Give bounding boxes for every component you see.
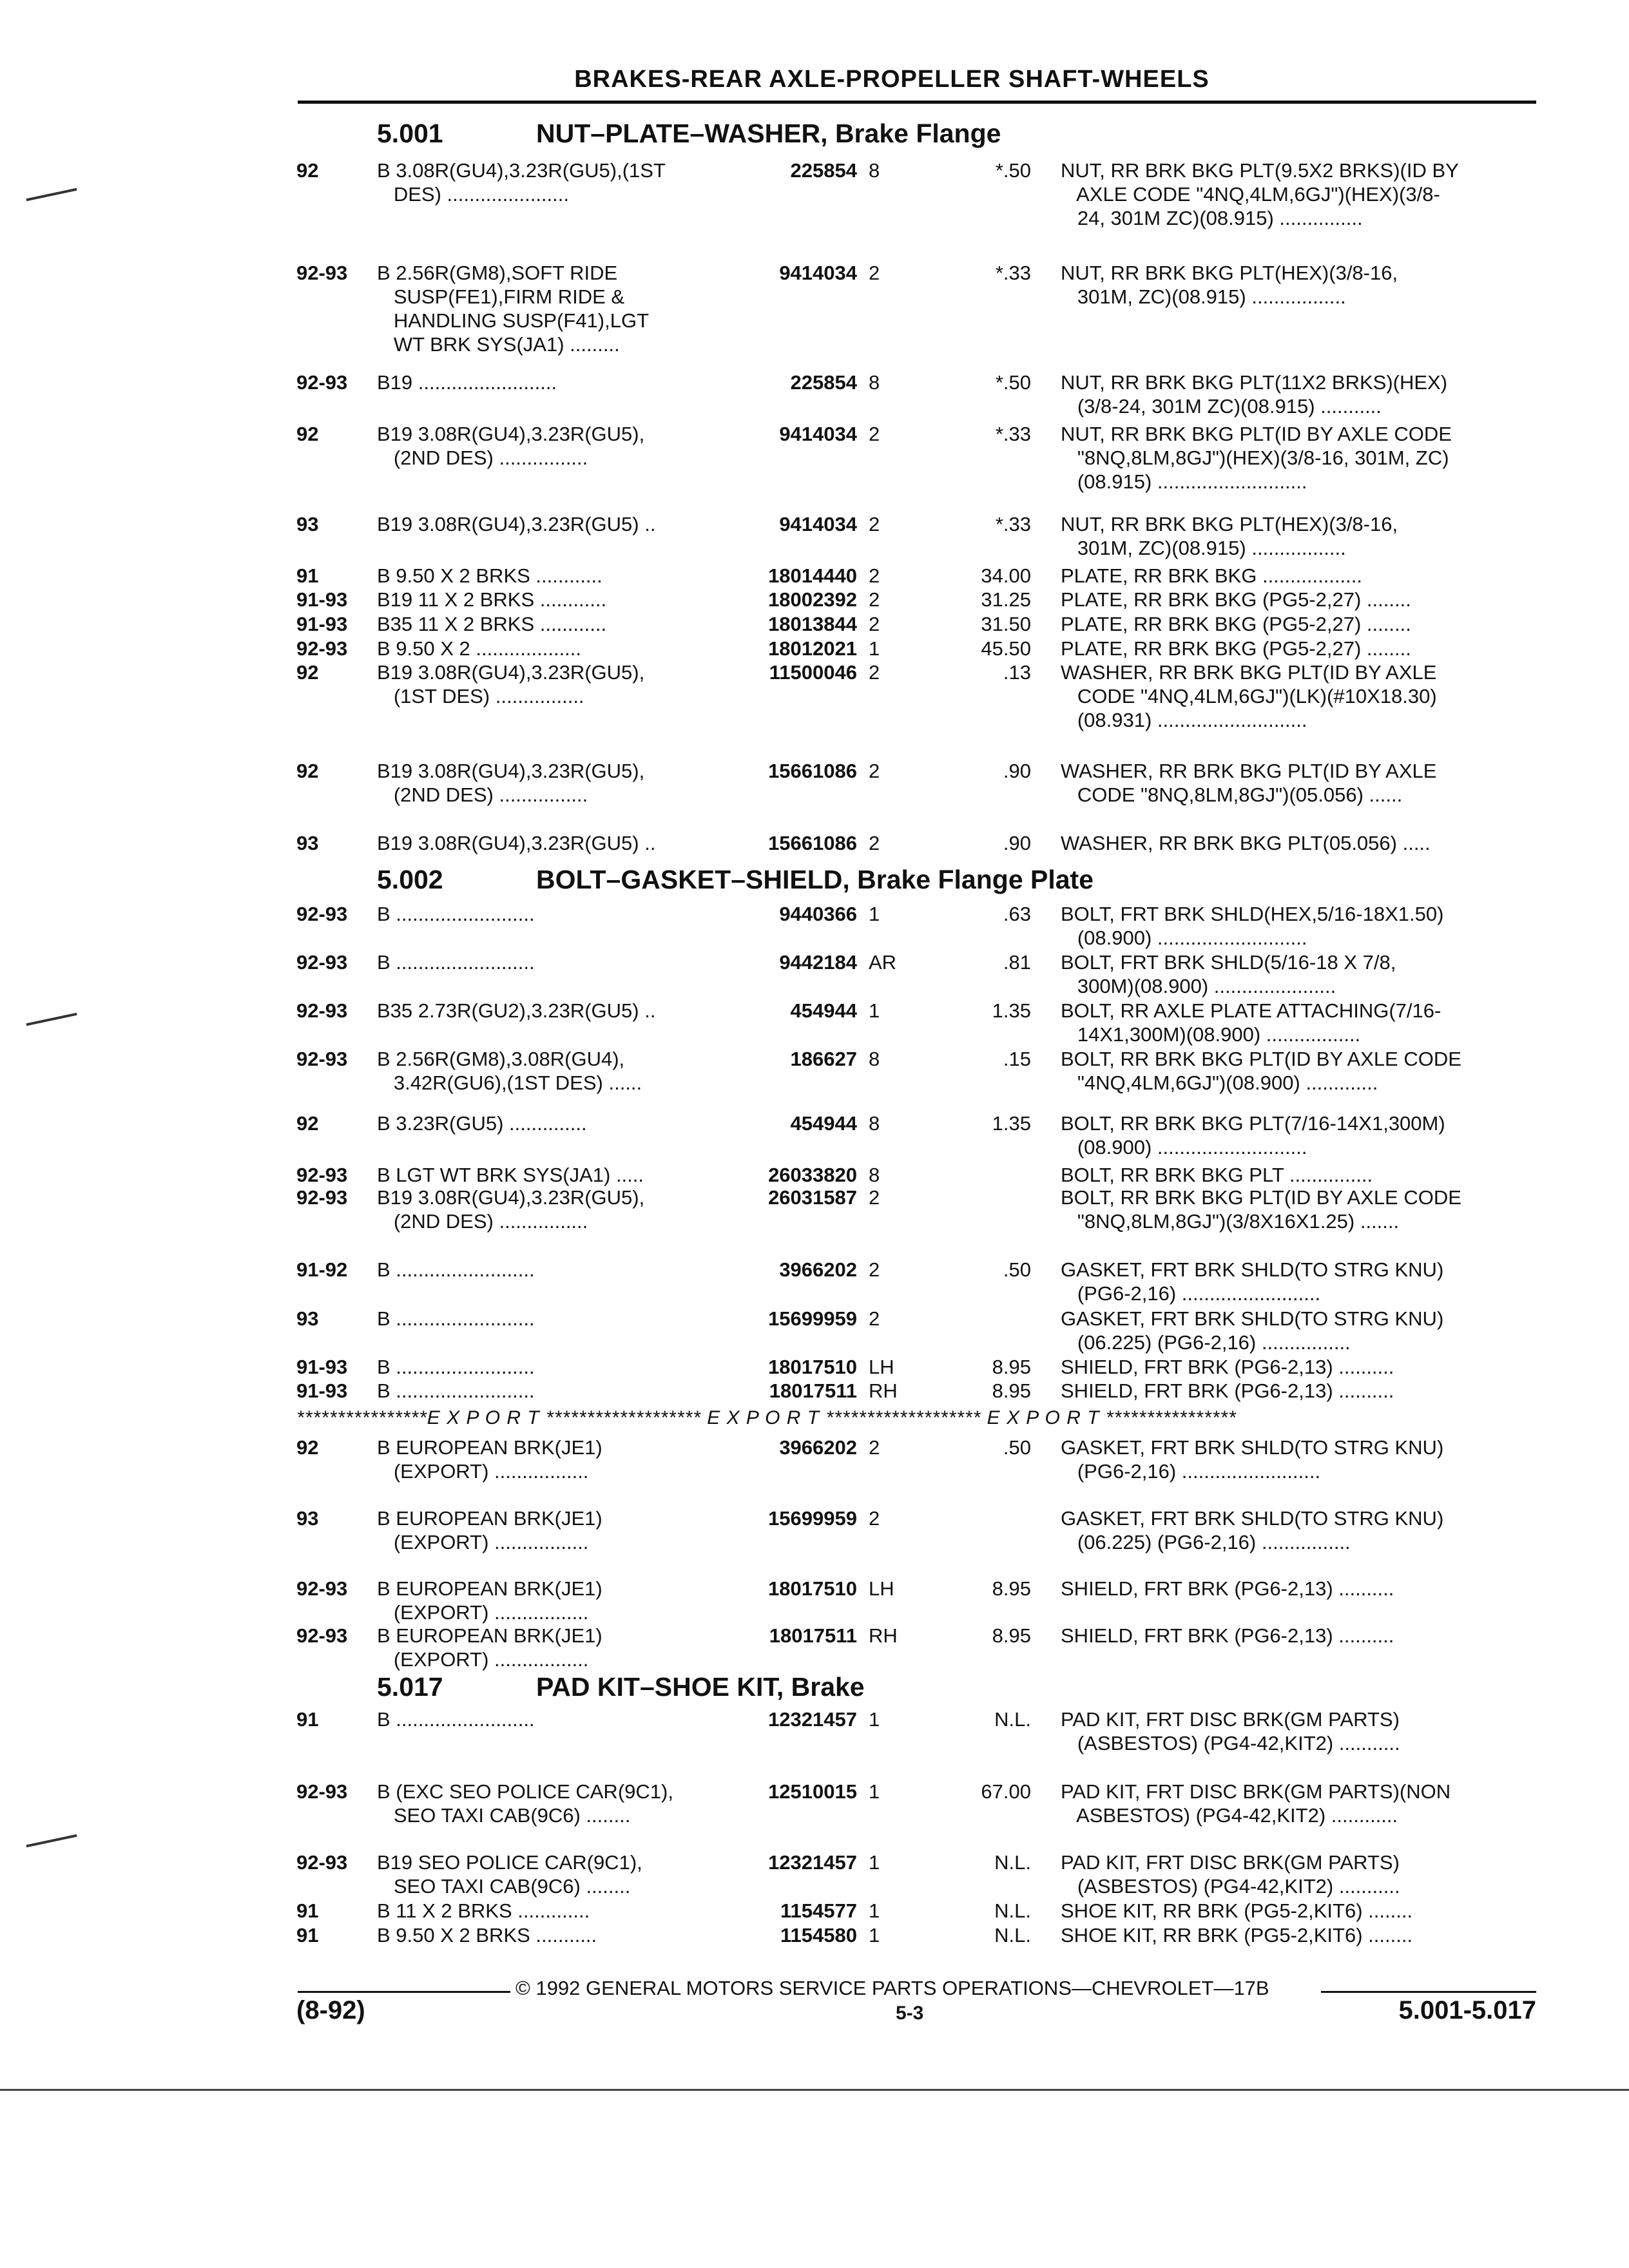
row-description: B35 11 X 2 BRKS ............: [377, 613, 607, 635]
row-price: 31.25: [981, 588, 1031, 611]
page-number: 5-3: [896, 2003, 924, 2024]
row-price: .15: [1003, 1048, 1031, 1070]
row-part-name: PLATE, RR BRK BKG (PG5-2,27) ........: [1061, 613, 1411, 635]
row-part-name: WASHER, RR BRK BKG PLT(05.056) .....: [1061, 832, 1431, 854]
row-part-name: SHIELD, FRT BRK (PG6-2,13) ..........: [1061, 1379, 1394, 1402]
row-description: B19 3.08R(GU4),3.23R(GU5) ..: [377, 513, 656, 535]
row-part-number: 225854: [790, 159, 857, 182]
row-part-name: SHOE KIT, RR BRK (PG5-2,KIT6) ........: [1061, 1899, 1413, 1922]
row-part-name: GASKET, FRT BRK SHLD(TO STRG KNU) (PG6-2,16) .........................: [1061, 1436, 1444, 1483]
row-price: 45.50: [981, 637, 1031, 660]
row-quantity: 8: [869, 159, 880, 182]
row-part-name: BOLT, RR AXLE PLATE ATTACHING(7/16- 14X1,300M)(08.900) .................: [1061, 999, 1441, 1046]
row-part-number: 18002392: [768, 588, 857, 611]
row-quantity: AR: [869, 951, 897, 974]
row-part-number: 225854: [790, 371, 857, 394]
row-part-number: 18014440: [768, 564, 857, 587]
row-price: .50: [1003, 1258, 1031, 1281]
row-part-name: PLATE, RR BRK BKG (PG5-2,27) ........: [1061, 588, 1411, 611]
row-part-number: 15661086: [768, 760, 857, 782]
row-description: B EUROPEAN BRK(JE1) (EXPORT) .................: [377, 1507, 602, 1553]
section-number: 5.017: [377, 1672, 443, 1702]
section-title: BOLT–GASKET–SHIELD, Brake Flange Plate: [536, 865, 1094, 894]
row-part-name: NUT, RR BRK BKG PLT(9.5X2 BRKS)(ID BY AXLE CODE "4NQ,4LM,6GJ")(HEX)(3/8- 24, 301M ZC)(08.915) ...............: [1061, 159, 1459, 229]
row-year: 91-93: [296, 588, 348, 611]
row-part-number: 9440366: [779, 903, 857, 925]
row-price: 8.95: [992, 1356, 1031, 1378]
row-description: B 9.50 X 2 BRKS ...........: [377, 1924, 597, 1946]
row-price: *.33: [995, 262, 1031, 284]
row-price: 67.00: [981, 1780, 1031, 1803]
row-part-number: 18017511: [769, 1624, 857, 1647]
row-quantity: 8: [869, 1112, 880, 1135]
section-title: NUT–PLATE–WASHER, Brake Flange: [536, 119, 1001, 148]
row-year: 92-93: [296, 999, 348, 1022]
row-quantity: 8: [869, 1048, 880, 1070]
row-quantity: 2: [869, 423, 880, 445]
row-description: B EUROPEAN BRK(JE1) (EXPORT) .................: [377, 1624, 602, 1671]
row-price: N.L.: [994, 1851, 1031, 1874]
row-part-number: 9442184: [779, 951, 857, 974]
row-quantity: 2: [869, 661, 880, 684]
row-price: 1.35: [992, 1112, 1031, 1135]
row-quantity: 8: [869, 371, 880, 394]
row-price: *.33: [995, 423, 1031, 445]
row-price: .90: [1003, 760, 1031, 782]
row-part-number: 18017510: [768, 1577, 857, 1600]
row-quantity: 2: [869, 1258, 880, 1281]
row-part-name: PAD KIT, FRT DISC BRK(GM PARTS) (ASBESTOS) (PG4-42,KIT2) ...........: [1061, 1851, 1400, 1898]
row-year: 92-93: [296, 951, 348, 974]
row-quantity: 2: [869, 513, 880, 535]
row-part-number: 12321457: [768, 1851, 857, 1874]
row-year: 92-93: [296, 1048, 348, 1070]
row-quantity: 8: [869, 1164, 880, 1186]
row-quantity: 1: [869, 1708, 880, 1731]
row-description: B19 3.08R(GU4),3.23R(GU5), (1ST DES) ................: [377, 661, 645, 707]
row-part-number: 1154580: [780, 1924, 857, 1946]
row-description: B .........................: [377, 951, 535, 974]
row-price: N.L.: [994, 1708, 1031, 1731]
footer-date: (8-92): [296, 1996, 365, 2024]
row-part-number: 454944: [790, 1112, 857, 1135]
row-year: 92-93: [296, 371, 348, 394]
row-part-number: 9414034: [779, 262, 857, 284]
row-description: B19 3.08R(GU4),3.23R(GU5) ..: [377, 832, 656, 854]
row-year: 91-93: [296, 613, 348, 635]
row-part-number: 9414034: [779, 423, 857, 445]
row-part-number: 15699959: [768, 1307, 857, 1330]
row-quantity: 1: [869, 1924, 880, 1946]
row-part-number: 18013844: [768, 613, 857, 635]
row-part-name: BOLT, RR BRK BKG PLT(ID BY AXLE CODE "4NQ,4LM,6GJ")(08.900) .............: [1061, 1048, 1461, 1094]
page-header-title: BRAKES-REAR AXLE-PROPELLER SHAFT-WHEELS: [574, 66, 1210, 93]
row-part-name: BOLT, FRT BRK SHLD(HEX,5/16-18X1.50) (08.900) ...........................: [1061, 903, 1444, 949]
row-year: 92: [296, 159, 319, 182]
row-quantity: LH: [869, 1577, 894, 1600]
row-part-name: GASKET, FRT BRK SHLD(TO STRG KNU) (PG6-2,16) .........................: [1061, 1258, 1444, 1305]
row-description: B19 .........................: [377, 371, 557, 394]
row-description: B19 11 X 2 BRKS ............: [377, 588, 607, 611]
row-year: 92: [296, 1436, 319, 1459]
row-price: .90: [1003, 832, 1031, 854]
row-year: 93: [296, 513, 319, 535]
footer-rule: [1321, 1991, 1536, 1993]
row-description: B 2.56R(GM8),SOFT RIDE SUSP(FE1),FIRM RIDE & HANDLING SUSP(F41),LGT WT BRK SYS(JA1) .........: [377, 262, 650, 356]
row-price: .63: [1003, 903, 1031, 925]
row-year: 92-93: [296, 1624, 348, 1647]
row-part-number: 18017511: [769, 1379, 857, 1402]
punch-mark: [26, 188, 77, 202]
row-price: *.33: [995, 513, 1031, 535]
row-part-name: NUT, RR BRK BKG PLT(HEX)(3/8-16, 301M, ZC)(08.915) .................: [1061, 262, 1398, 308]
row-quantity: 1: [869, 1851, 880, 1874]
row-price: .50: [1003, 1436, 1031, 1459]
row-part-number: 11500046: [769, 661, 857, 684]
row-description: B19 SEO POLICE CAR(9C1), SEO TAXI CAB(9C6) ........: [377, 1851, 642, 1898]
row-year: 91: [296, 1708, 319, 1731]
row-quantity: 2: [869, 1186, 880, 1209]
row-part-name: BOLT, RR BRK BKG PLT(7/16-14X1,300M) (08.900) ...........................: [1061, 1112, 1445, 1158]
row-year: 92-93: [296, 1164, 348, 1186]
row-price: 34.00: [981, 564, 1031, 587]
export-divider: ****************E X P O R T ******************* E X P O R T ******************* E X P O R T ****************: [296, 1407, 1237, 1428]
row-year: 92-93: [296, 637, 348, 660]
row-year: 91: [296, 1899, 319, 1922]
row-part-name: GASKET, FRT BRK SHLD(TO STRG KNU) (06.225) (PG6-2,16) ................: [1061, 1507, 1444, 1553]
row-description: B19 3.08R(GU4),3.23R(GU5), (2ND DES) ................: [377, 423, 645, 469]
section-number: 5.002: [377, 865, 443, 894]
row-description: B EUROPEAN BRK(JE1) (EXPORT) .................: [377, 1436, 602, 1483]
row-description: B LGT WT BRK SYS(JA1) .....: [377, 1164, 644, 1186]
row-quantity: 2: [869, 1507, 880, 1530]
row-part-number: 26031587: [768, 1186, 857, 1209]
row-year: 91: [296, 1924, 319, 1946]
row-quantity: 2: [869, 1436, 880, 1459]
row-price: 8.95: [992, 1577, 1031, 1600]
row-year: 92-93: [296, 1577, 348, 1600]
row-price: *.50: [995, 371, 1031, 394]
row-year: 92-93: [296, 262, 348, 284]
row-description: B (EXC SEO POLICE CAR(9C1), SEO TAXI CAB(9C6) ........: [377, 1780, 673, 1827]
row-part-name: WASHER, RR BRK BKG PLT(ID BY AXLE CODE "8NQ,8LM,8GJ")(05.056) ......: [1061, 760, 1437, 806]
row-year: 91-92: [296, 1258, 348, 1281]
footer-copyright: © 1992 GENERAL MOTORS SERVICE PARTS OPERATIONS—CHEVROLET—17B: [516, 1977, 1269, 1999]
header-rule: [298, 101, 1536, 104]
row-part-number: 3966202: [779, 1436, 857, 1459]
row-part-name: PAD KIT, FRT DISC BRK(GM PARTS)(NON ASBESTOS) (PG4-42,KIT2) ............: [1061, 1780, 1451, 1827]
row-quantity: 1: [869, 999, 880, 1022]
row-price: .13: [1003, 661, 1031, 684]
row-part-number: 18012021: [768, 637, 857, 660]
row-part-name: NUT, RR BRK BKG PLT(HEX)(3/8-16, 301M, ZC)(08.915) .................: [1061, 513, 1398, 559]
row-description: B .........................: [377, 1356, 535, 1378]
row-part-name: SHIELD, FRT BRK (PG6-2,13) ..........: [1061, 1624, 1394, 1647]
row-year: 92: [296, 661, 319, 684]
row-year: 92-93: [296, 903, 348, 925]
row-description: B19 3.08R(GU4),3.23R(GU5), (2ND DES) ................: [377, 760, 645, 806]
row-part-number: 18017510: [768, 1356, 857, 1378]
row-description: B 9.50 X 2 ...................: [377, 637, 582, 660]
punch-mark: [26, 1013, 77, 1026]
row-part-name: GASKET, FRT BRK SHLD(TO STRG KNU) (06.225) (PG6-2,16) ................: [1061, 1307, 1444, 1354]
section-number: 5.001: [377, 119, 443, 148]
row-price: .81: [1003, 951, 1031, 974]
row-description: B .........................: [377, 1708, 535, 1731]
row-description: B 11 X 2 BRKS .............: [377, 1899, 590, 1922]
row-part-name: PLATE, RR BRK BKG ..................: [1061, 564, 1362, 587]
row-description: B 3.23R(GU5) ..............: [377, 1112, 587, 1135]
bottom-edge-rule: [0, 2089, 1629, 2091]
row-quantity: 2: [869, 832, 880, 854]
row-part-number: 12510015: [768, 1780, 857, 1803]
row-description: B19 3.08R(GU4),3.23R(GU5), (2ND DES) ................: [377, 1186, 645, 1233]
row-quantity: 2: [869, 262, 880, 284]
row-part-number: 3966202: [779, 1258, 857, 1281]
row-year: 91: [296, 564, 319, 587]
row-part-name: BOLT, RR BRK BKG PLT ...............: [1061, 1164, 1373, 1186]
row-quantity: 2: [869, 613, 880, 635]
row-part-number: 9414034: [779, 513, 857, 535]
footer-section-range: 5.001-5.017: [1398, 1996, 1536, 2024]
row-year: 91-93: [296, 1379, 348, 1402]
row-part-number: 454944: [790, 999, 857, 1022]
row-description: B .........................: [377, 1379, 535, 1402]
row-part-number: 1154577: [780, 1899, 857, 1922]
row-year: 93: [296, 1307, 319, 1330]
row-price: 8.95: [992, 1379, 1031, 1402]
row-quantity: 2: [869, 588, 880, 611]
row-part-name: WASHER, RR BRK BKG PLT(ID BY AXLE CODE "4NQ,4LM,6GJ")(LK)(#10X18.30) (08.931) ...........................: [1061, 661, 1437, 731]
row-part-number: 26033820: [768, 1164, 857, 1186]
row-part-number: 186627: [790, 1048, 857, 1070]
row-quantity: 1: [869, 903, 880, 925]
row-quantity: 1: [869, 1780, 880, 1803]
row-quantity: RH: [869, 1379, 898, 1402]
row-quantity: 2: [869, 760, 880, 782]
row-quantity: 1: [869, 1899, 880, 1922]
row-part-name: SHIELD, FRT BRK (PG6-2,13) ..........: [1061, 1577, 1394, 1600]
row-price: *.50: [995, 159, 1031, 182]
row-year: 91-93: [296, 1356, 348, 1378]
row-description: B EUROPEAN BRK(JE1) (EXPORT) .................: [377, 1577, 602, 1624]
row-part-name: SHIELD, FRT BRK (PG6-2,13) ..........: [1061, 1356, 1394, 1378]
row-quantity: LH: [869, 1356, 894, 1378]
row-year: 92-93: [296, 1186, 348, 1209]
row-quantity: 1: [869, 637, 880, 660]
row-part-name: PAD KIT, FRT DISC BRK(GM PARTS) (ASBESTOS) (PG4-42,KIT2) ...........: [1061, 1708, 1400, 1754]
row-part-name: SHOE KIT, RR BRK (PG5-2,KIT6) ........: [1061, 1924, 1413, 1946]
footer-rule: [298, 1991, 510, 1993]
row-quantity: 2: [869, 1307, 880, 1330]
row-description: B .........................: [377, 903, 535, 925]
row-description: B .........................: [377, 1307, 535, 1330]
row-part-name: BOLT, RR BRK BKG PLT(ID BY AXLE CODE "8NQ,8LM,8GJ")(3/8X16X1.25) .......: [1061, 1186, 1461, 1233]
row-year: 93: [296, 832, 319, 854]
row-description: B 2.56R(GM8),3.08R(GU4), 3.42R(GU6),(1ST DES) ......: [377, 1048, 642, 1094]
row-description: B .........................: [377, 1258, 535, 1281]
row-part-number: 15661086: [768, 832, 857, 854]
row-price: 8.95: [992, 1624, 1031, 1647]
row-price: 31.50: [981, 613, 1031, 635]
row-part-name: NUT, RR BRK BKG PLT(11X2 BRKS)(HEX) (3/8-24, 301M ZC)(08.915) ...........: [1061, 371, 1448, 418]
row-quantity: 2: [869, 564, 880, 587]
row-year: 92: [296, 760, 319, 782]
punch-mark: [26, 1834, 77, 1848]
row-price: 1.35: [992, 999, 1031, 1022]
section-title: PAD KIT–SHOE KIT, Brake: [536, 1672, 865, 1702]
row-part-name: NUT, RR BRK BKG PLT(ID BY AXLE CODE "8NQ,8LM,8GJ")(HEX)(3/8-16, 301M, ZC) (08.915) ...........................: [1061, 423, 1452, 493]
row-year: 92-93: [296, 1851, 348, 1874]
row-description: B 3.08R(GU4),3.23R(GU5),(1ST DES) ......................: [377, 159, 666, 206]
row-year: 92-93: [296, 1780, 348, 1803]
row-year: 93: [296, 1507, 319, 1530]
row-year: 92: [296, 1112, 319, 1135]
row-year: 92: [296, 423, 319, 445]
row-description: B35 2.73R(GU2),3.23R(GU5) ..: [377, 999, 656, 1022]
row-price: N.L.: [994, 1924, 1031, 1946]
row-part-number: 15699959: [768, 1507, 857, 1530]
row-part-name: BOLT, FRT BRK SHLD(5/16-18 X 7/8, 300M)(08.900) ......................: [1061, 951, 1396, 997]
row-description: B 9.50 X 2 BRKS ............: [377, 564, 602, 587]
row-part-number: 12321457: [768, 1708, 857, 1731]
row-price: N.L.: [994, 1899, 1031, 1922]
row-quantity: RH: [869, 1624, 898, 1647]
row-part-name: PLATE, RR BRK BKG (PG5-2,27) ........: [1061, 637, 1411, 660]
